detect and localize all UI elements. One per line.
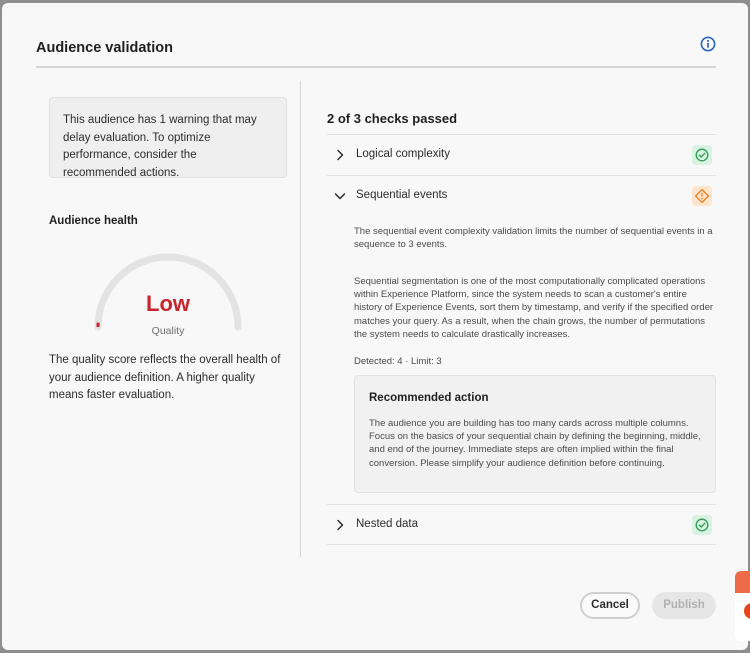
check-logical-complexity[interactable] (327, 136, 716, 174)
check-label: Logical complexity (356, 148, 450, 160)
row-divider (327, 134, 716, 135)
dialog-title: Audience validation (36, 40, 173, 56)
health-description: The quality score reflects the overall health of your audience definition. A higher quality means faster evaluation. (49, 354, 281, 401)
sequential-paragraph-2: Sequential segmentation is one of the most computationally complicated operations within Experience Platform, since the system needs to scan a customer's entire history of Experience Events, sort them by timestamp, and verify if the specified order matches your query. As a result, when the chain grows, the number of permutations the system needs to calculate drastically increases. (354, 276, 714, 340)
quality-value: Low (146, 291, 190, 316)
background-panel-edge (735, 571, 750, 641)
warning-message: This audience has 1 warning that may delay evaluation. To optimize performance, consider the recommended actions. (49, 97, 287, 178)
detected-limit: Detected: 4 · Limit: 3 (354, 356, 442, 367)
cancel-button[interactable]: Cancel (580, 592, 640, 619)
sequential-paragraph-1: The sequential event complexity validation limits the number of sequential events in a sequence to 3 events. (354, 226, 713, 251)
recommended-action-box (354, 375, 716, 493)
check-label: Nested data (356, 518, 419, 530)
column-divider (300, 81, 301, 557)
publish-button[interactable]: Publish (652, 592, 716, 619)
info-icon[interactable] (700, 36, 716, 52)
panel-band (735, 571, 750, 593)
title-divider (36, 66, 716, 68)
chevron-down-icon (334, 190, 346, 202)
alert-diamond-icon (692, 186, 712, 206)
row-divider (327, 544, 716, 545)
audience-health-label: Audience health (49, 215, 138, 227)
checks-summary: 2 of 3 checks passed (327, 111, 458, 126)
check-circle-icon (692, 145, 712, 165)
check-label: Sequential events (356, 189, 448, 201)
recommended-action-title: Recommended action (369, 392, 489, 404)
check-nested-data[interactable] (327, 506, 716, 544)
audience-validation-dialog (2, 3, 748, 650)
chevron-right-icon (334, 519, 346, 531)
quality-caption: Quality (151, 325, 185, 337)
check-circle-icon (692, 515, 712, 535)
chevron-right-icon (334, 149, 346, 161)
recommended-action-text: The audience you are building has too many cards across multiple columns. Focus on the basics of your sequential chain by defining the beginning, middle, and end of the journey. Immediate steps are often implied within the final conversion. Please simplify your audience definition before continuing. (369, 418, 701, 469)
row-divider (327, 175, 716, 176)
check-sequential-events[interactable] (327, 177, 716, 215)
panel-badge-icon (744, 603, 750, 619)
row-divider (327, 504, 716, 505)
